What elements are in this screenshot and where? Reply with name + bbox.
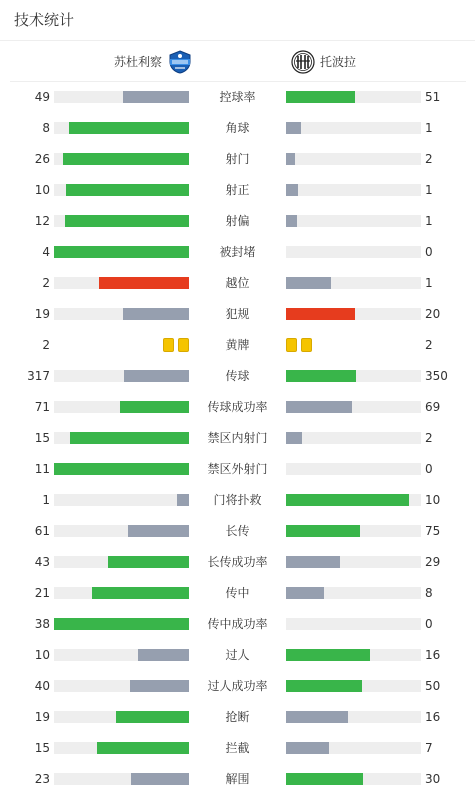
yellow-card-icon — [286, 338, 297, 352]
away-stat-value: 1 — [425, 276, 433, 290]
stat-row — [0, 144, 475, 175]
stat-row — [0, 423, 475, 454]
home-stat-bar — [54, 184, 189, 196]
away-yellow-cards — [286, 338, 312, 352]
away-stat-bar — [286, 184, 421, 196]
home-stat-bar-fill — [120, 401, 189, 413]
stat-label: 越位 — [225, 276, 250, 290]
stat-row — [0, 609, 475, 640]
away-stat-bar-fill — [286, 711, 348, 723]
stat-row — [0, 392, 475, 423]
home-stat-bar — [54, 277, 189, 289]
away-stat-value: 16 — [425, 648, 441, 662]
home-stat-value: 10 — [34, 648, 50, 662]
home-stat-bar — [54, 463, 189, 475]
stat-row — [0, 361, 475, 392]
home-stat-bar-fill — [124, 370, 189, 382]
stat-row — [0, 82, 475, 113]
home-stat-value: 12 — [34, 214, 50, 228]
away-stat-bar-fill — [286, 401, 352, 413]
home-team-crest-icon — [168, 50, 192, 74]
away-stat-value: 20 — [425, 307, 441, 321]
away-stat-bar — [286, 432, 421, 444]
home-stat-value: 19 — [34, 307, 50, 321]
home-stat-bar — [54, 370, 189, 382]
home-stat-value: 2 — [42, 338, 50, 352]
away-stat-bar-fill — [286, 122, 301, 134]
away-stat-value: 1 — [425, 121, 433, 135]
stat-label: 禁区内射门 — [207, 431, 268, 445]
stat-label: 传中成功率 — [207, 617, 268, 631]
away-stat-bar — [286, 463, 421, 475]
home-stat-bar — [54, 246, 189, 258]
stat-row — [0, 733, 475, 764]
away-stat-value: 69 — [425, 400, 441, 414]
away-stat-bar — [286, 680, 421, 692]
home-stat-value: 317 — [27, 369, 50, 383]
stat-row — [0, 113, 475, 144]
away-stat-bar-fill — [286, 680, 362, 692]
away-stat-bar-fill — [286, 277, 331, 289]
stat-row — [0, 764, 475, 795]
home-stat-value: 23 — [34, 772, 50, 786]
stat-row — [0, 237, 475, 268]
away-stat-bar — [286, 308, 421, 320]
home-stat-bar-fill — [99, 277, 189, 289]
home-stat-value: 2 — [42, 276, 50, 290]
home-team-name: 苏杜利察 — [113, 55, 162, 69]
home-stat-bar — [54, 91, 189, 103]
home-stat-bar-fill — [69, 122, 189, 134]
home-stat-value: 11 — [34, 462, 50, 476]
home-stat-bar — [54, 711, 189, 723]
stats-header — [0, 0, 475, 41]
away-stat-value: 16 — [425, 710, 441, 724]
away-stat-bar — [286, 494, 421, 506]
away-stat-bar-fill — [286, 773, 363, 785]
stat-label: 传球 — [225, 369, 250, 383]
home-stat-bar-fill — [63, 153, 189, 165]
away-stat-bar-fill — [286, 556, 340, 568]
away-team-name: 托波拉 — [320, 55, 357, 69]
home-stat-bar-fill — [138, 649, 189, 661]
away-stat-bar-fill — [286, 184, 298, 196]
stat-label: 解围 — [225, 772, 250, 786]
away-stat-bar-fill — [286, 153, 295, 165]
home-stat-bar-fill — [65, 215, 189, 227]
away-stat-value: 10 — [425, 493, 441, 507]
away-team-crest-icon — [291, 50, 315, 74]
away-stat-bar-fill — [286, 432, 302, 444]
home-stat-value: 19 — [34, 710, 50, 724]
home-stat-bar — [54, 401, 189, 413]
home-stat-bar-fill — [123, 91, 189, 103]
away-stat-bar — [286, 742, 421, 754]
away-stat-bar — [286, 587, 421, 599]
home-stat-value: 38 — [34, 617, 50, 631]
away-stat-value: 8 — [425, 586, 433, 600]
away-stat-bar-fill — [286, 91, 355, 103]
stat-label: 控球率 — [219, 90, 256, 104]
stat-row — [0, 268, 475, 299]
away-stat-bar-fill — [286, 525, 360, 537]
home-stat-value: 21 — [34, 586, 50, 600]
home-stat-bar-fill — [54, 246, 189, 258]
away-stat-value: 50 — [425, 679, 441, 693]
home-stat-bar-fill — [54, 618, 189, 630]
stat-row — [0, 206, 475, 237]
home-team[interactable] — [114, 41, 192, 82]
away-stat-value: 2 — [425, 431, 433, 445]
home-stat-bar-fill — [66, 184, 189, 196]
stat-row — [0, 175, 475, 206]
page-title: 技术统计 — [14, 11, 75, 29]
away-stat-bar — [286, 91, 421, 103]
stat-label: 抢断 — [225, 710, 250, 724]
away-stat-value: 51 — [425, 90, 441, 104]
home-stat-bar — [54, 432, 189, 444]
away-stat-value: 1 — [425, 214, 433, 228]
home-stat-bar — [54, 587, 189, 599]
home-stat-bar — [54, 525, 189, 537]
away-stat-bar — [286, 618, 421, 630]
home-stat-value: 61 — [34, 524, 50, 538]
stat-row — [0, 547, 475, 578]
stat-label: 拦截 — [225, 741, 250, 755]
stat-row — [0, 516, 475, 547]
stats-list — [0, 82, 475, 795]
home-yellow-cards — [163, 338, 189, 352]
away-stat-bar — [286, 649, 421, 661]
away-stat-value: 29 — [425, 555, 441, 569]
stat-label: 射偏 — [225, 214, 250, 228]
away-stat-bar — [286, 773, 421, 785]
stat-label: 射门 — [225, 152, 250, 166]
stat-row — [0, 330, 475, 361]
home-stat-bar — [54, 308, 189, 320]
home-stat-value: 1 — [42, 493, 50, 507]
stat-row — [0, 702, 475, 733]
home-stat-value: 15 — [34, 431, 50, 445]
home-stat-bar-fill — [54, 463, 189, 475]
away-stat-bar — [286, 215, 421, 227]
away-stat-value: 30 — [425, 772, 441, 786]
away-stat-bar — [286, 122, 421, 134]
stat-row — [0, 299, 475, 330]
stat-label: 黄牌 — [225, 338, 250, 352]
stat-row — [0, 578, 475, 609]
home-stat-bar — [54, 556, 189, 568]
away-stat-value: 2 — [425, 152, 433, 166]
home-stat-value: 71 — [34, 400, 50, 414]
away-stat-value: 0 — [425, 245, 433, 259]
home-stat-bar-fill — [131, 773, 189, 785]
home-stat-bar — [54, 618, 189, 630]
teams-bar — [10, 41, 466, 82]
home-stat-bar — [54, 649, 189, 661]
home-stat-bar-fill — [92, 587, 189, 599]
home-stat-bar-fill — [97, 742, 189, 754]
home-stat-bar — [54, 153, 189, 165]
stat-row — [0, 640, 475, 671]
home-stat-value: 15 — [34, 741, 50, 755]
away-stat-bar-fill — [286, 494, 409, 506]
away-stat-bar — [286, 370, 421, 382]
yellow-card-icon — [301, 338, 312, 352]
away-team[interactable] — [291, 41, 356, 82]
home-stat-bar-fill — [128, 525, 189, 537]
stat-label: 犯规 — [225, 307, 250, 321]
home-stat-bar-fill — [123, 308, 189, 320]
home-stat-value: 49 — [34, 90, 50, 104]
away-stat-value: 350 — [425, 369, 448, 383]
stat-label: 长传 — [225, 524, 250, 538]
away-stat-bar — [286, 246, 421, 258]
home-stat-bar — [54, 742, 189, 754]
home-stat-bar — [54, 494, 189, 506]
away-stat-value: 7 — [425, 741, 433, 755]
home-stat-bar-fill — [116, 711, 189, 723]
yellow-card-icon — [163, 338, 174, 352]
stat-label: 射正 — [225, 183, 250, 197]
home-stat-value: 40 — [34, 679, 50, 693]
stat-label: 过人成功率 — [207, 679, 268, 693]
home-stat-value: 43 — [34, 555, 50, 569]
away-stat-bar-fill — [286, 308, 355, 320]
away-stat-bar — [286, 556, 421, 568]
away-stat-bar-fill — [286, 742, 329, 754]
home-stat-bar-fill — [130, 680, 189, 692]
away-stat-bar — [286, 525, 421, 537]
away-stat-value: 0 — [425, 462, 433, 476]
yellow-card-icon — [178, 338, 189, 352]
stat-label: 禁区外射门 — [207, 462, 268, 476]
home-stat-value: 10 — [34, 183, 50, 197]
stat-label: 门将扑救 — [213, 493, 262, 507]
home-stat-value: 8 — [42, 121, 50, 135]
away-stat-bar — [286, 277, 421, 289]
away-stat-value: 0 — [425, 617, 433, 631]
home-stat-bar — [54, 122, 189, 134]
away-stat-bar — [286, 153, 421, 165]
away-stat-value: 75 — [425, 524, 441, 538]
stat-label: 过人 — [225, 648, 250, 662]
stat-label: 传球成功率 — [207, 400, 268, 414]
home-stat-bar — [54, 215, 189, 227]
stat-row — [0, 671, 475, 702]
away-stat-bar-fill — [286, 649, 370, 661]
home-stat-bar-fill — [70, 432, 189, 444]
stat-row — [0, 485, 475, 516]
stat-label: 长传成功率 — [207, 555, 268, 569]
stat-label: 被封堵 — [219, 245, 256, 259]
away-stat-value: 1 — [425, 183, 433, 197]
away-stat-bar-fill — [286, 370, 356, 382]
stat-label: 传中 — [225, 586, 250, 600]
home-stat-value: 26 — [34, 152, 50, 166]
away-stat-bar-fill — [286, 215, 297, 227]
stat-label: 角球 — [225, 121, 250, 135]
home-stat-bar — [54, 680, 189, 692]
away-stat-bar — [286, 711, 421, 723]
home-stat-value: 4 — [42, 245, 50, 259]
home-stat-bar-fill — [108, 556, 189, 568]
home-stat-bar-fill — [177, 494, 189, 506]
stat-row — [0, 454, 475, 485]
away-stat-value: 2 — [425, 338, 433, 352]
away-stat-bar — [286, 401, 421, 413]
home-stat-bar — [54, 773, 189, 785]
away-stat-bar-fill — [286, 587, 324, 599]
